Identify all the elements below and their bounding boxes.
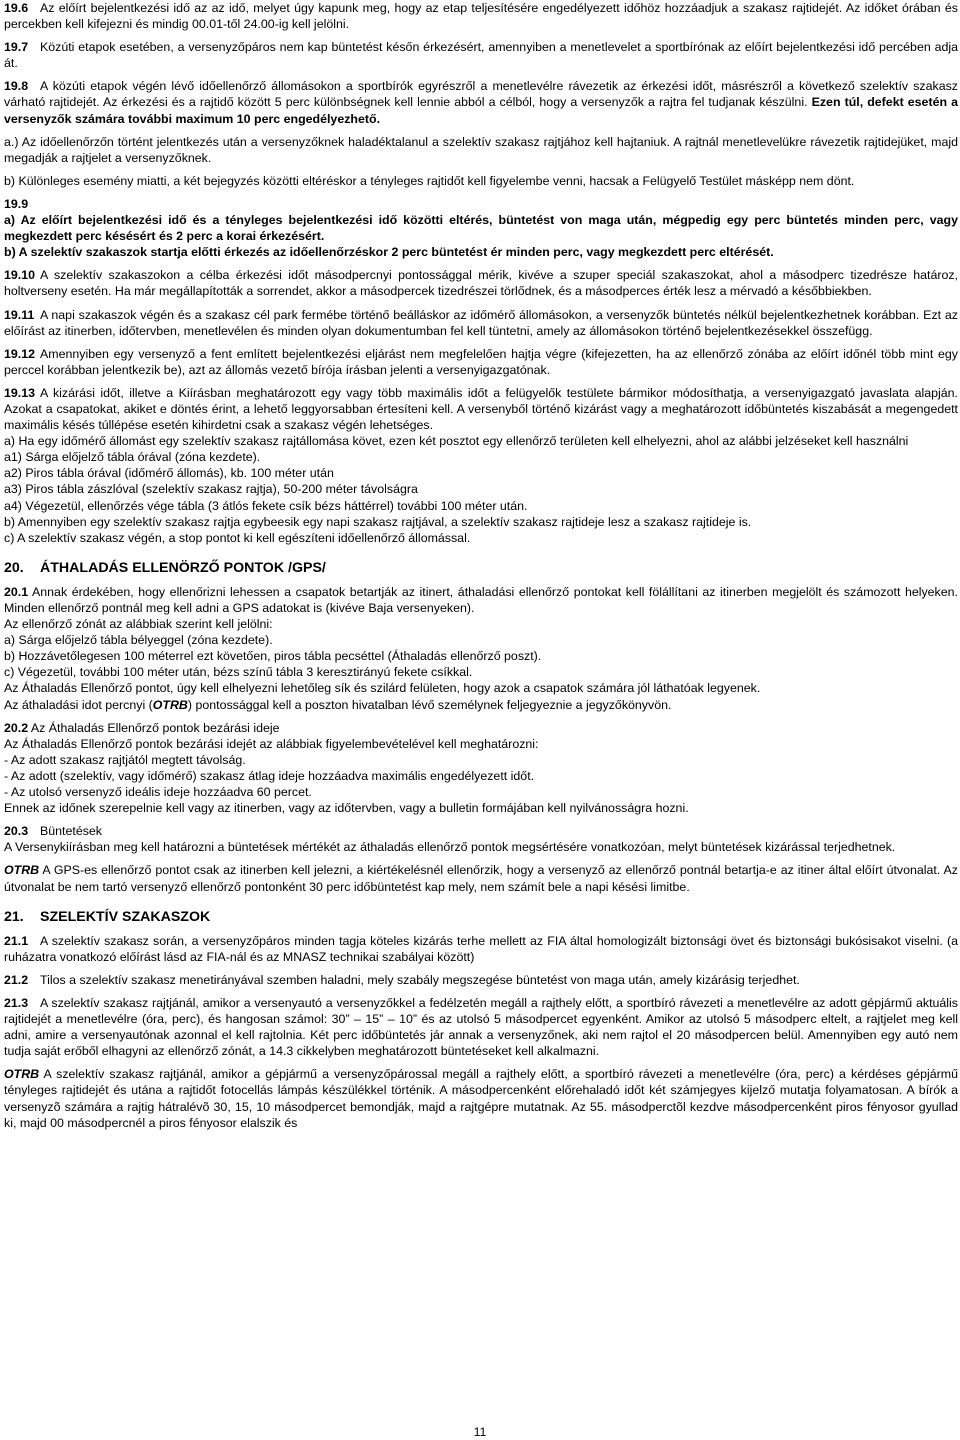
paragraph-21-2: [4, 972, 958, 988]
otrb-label: OTRB: [152, 697, 188, 712]
paragraph-text: Annak érdekében, hogy ellenőrizni lehessen a csapatok betartják az itinert, áthaladási ellenőrző pontokat kell fölállítani az itinerben megjelölt és számozott helyeken. Minden ellenőrző pontnál meg kell adni a GPS adatokat is (kivéve Baja versenyeken).: [4, 584, 958, 615]
paragraph-19-7: [4, 39, 958, 71]
heading-title: SZELEKTÍV SZAKASZOK: [40, 908, 211, 925]
paragraph-19-10: [4, 267, 958, 299]
section-number: 21.2: [4, 972, 29, 987]
list-item-1: - Az adott szakasz rajtjától megtett távolság.: [4, 752, 246, 767]
list-item-3: - Az utolsó versenyző ideális ideje hozzáadva 60 percet.: [4, 785, 312, 800]
paragraph-19-8-a: a.) Az időellenőrzőn történt jelentkezés után a versenyzőknek haladéktalanul a szelektív szakasz rajtjához kell hajtaniuk. A rajtnál menetlevelükre rávezetik rajtidejüket, majd megadják a rajtjelet a versenyzőknek.: [4, 134, 958, 165]
paragraph-text: Amennyiben egy versenyző a fent említett bejelentkezési eljárást nem megfelelően hajtja végre (kifejezetten, ha az ellenőrző zónába az előírt időnél több mint egy perccel korábban jelentkezik be), azt az állomás vezető bírója írásban jelenti a versenyigazgatónak.: [4, 346, 958, 377]
list-item-2: - Az adott (szelektív, vagy időmérő) szakasz átlag ideje hozzáadva maximális engedélyezett időt.: [4, 768, 535, 783]
paragraph-19-12: [4, 346, 958, 378]
paragraph-bold-text: Ezen túl, defekt esetén a versenyzők számára további maximum 10 perc engedélyezhető.: [4, 95, 958, 126]
paragraph-19-13-c: c) A szelektív szakasz végén, a stop pontot ki kell egészíteni időellenőrző állomással.: [4, 530, 471, 545]
section-number: 19.11: [4, 307, 35, 322]
paragraph-text: A szelektív szakasz rajtjánál, amikor a gépjármű a versenyzőpárossal megáll a rajthely előtt, a sportbíró rávezeti a menetlevélre (óra, perc) a kérdéses gépjármű tényleges rajtidejét és utána a rajtidőt fotocellás lámpás készülékkel történik. A másodpercenként előrehaladó időt két számjegyes kijelző mutatja folyamatosan. A bírók a versenyzõ számára a rajtig hátralévõ 30, 15, 10 másodpercet bemondják, majd a rajtgépre mutatnak. Az 55. másodperctõl kezdve másodpercenként piros fényosor gyullad ki, majd 00 másodpercnél a piros fényosor elalszik és: [4, 1067, 958, 1130]
section-number: 19.10: [4, 268, 36, 283]
paragraph-20-2: [4, 720, 958, 736]
paragraph-otrb-1: [4, 862, 958, 894]
page-number: 11: [473, 1425, 487, 1439]
list-item-a1: a1) Sárga előjelző tábla órával (zóna kezdete).: [4, 450, 261, 465]
section-number: 19.7: [4, 40, 29, 55]
list-item-b: b) Hozzávetőlegesen 100 méterrel ezt követően, piros tábla pecséttel (Áthaladás ellenőrző poszt).: [4, 649, 542, 664]
paragraph-20-2-l1: Az Áthaladás Ellenőrző pontok bezárási idejét az alábbiak figyelembevételével kell meghatározni:: [4, 736, 539, 751]
paragraph-text: A szelektív szakasz során, a versenyzőpáros minden tagja köteles kizárás terhe mellett az FIA által homologizált biztonsági övet és biztonsági bukósisakot viselni. (a ruházatra vonatkozó előírást lásd az FIA-nál és az MNASZ technikai szabályai között): [4, 933, 958, 964]
section-number: 21.1: [4, 933, 29, 948]
paragraph-20-3-text: A Versenykiírásban meg kell határozni a büntetések mértékét az áthaladás ellenőrző pontok megsértésére vonatkozóan, melyt büntetések kizárással terjedhetnek.: [4, 840, 896, 855]
paragraph-text: A napi szakaszok végén és a szakasz cél park fermébe történő beálláskor az időmérő állomásokon, a versenyzők büntetés nélkül bejelentkezhetnek korábban. Ezt az előírást az itinerben, időtervben, menetlevélen és minden olyan dokumentumban fel kell tüntetni, amely az állomásokon történő bejelentkezésekkel összefügg.: [4, 307, 958, 338]
paragraph-text: A GPS-es ellenőrző pontot csak az itinerben kell jelezni, a kiértékelésnél ellenőrzik, hogy a versenyző az ellenőrző pontnál betartja-e az itiner által előírt útvonalat. Az útvonalat be nem tartó versenyző ellenőrző pontonként 30 perc időbüntetést kap mely, nem számít bele a napi késési limitbe.: [4, 863, 958, 894]
paragraph-19-9-b: b) A szelektív szakaszok startja előtti érkezés az időellenőrzéskor 2 perc büntetést ér minden perc, vagy megkezdett perc eltérését.: [4, 245, 774, 260]
heading-title: ÁTHALADÁS ELLENÖRZŐ PONTOK /GPS/: [40, 559, 326, 576]
list-item-a4: a4) Végezetül, ellenőrzés vége tábla (3 átlós fekete csík bézs háttérrel) további 100 méter után.: [4, 498, 528, 513]
list-item-a3: a3) Piros tábla zászlóval (szelektív szakasz rajtja), 50-200 méter távolságra: [4, 482, 418, 497]
paragraph-text: A kizárási időt, illetve a Kiírásban meghatározott egy vagy több maximális időt a felügyelők testülete bármikor módosíthatja, a versenyigazgató javaslata alapján. Azokat a csapatokat, akiket e döntés érint, a lehető leggyorsabban értesíteni kell. A versenyből történő kizárást vagy a meghatározott időbüntetés kiszabását a megengedett maximális késés túllépése esetén kihirdetni csak a szakasz végén lehetséges.: [4, 385, 958, 433]
paragraph-otrb-2: [4, 1066, 958, 1130]
paragraph-19-13: [4, 385, 958, 433]
paragraph-21-3: [4, 995, 958, 1059]
otrb-label: OTRB: [4, 863, 40, 878]
list-item-c: c) Végezetül, további 100 méter után, bézs színű tábla 3 keresztirányú fekete csíkkal.: [4, 665, 473, 680]
heading-number: 20.: [4, 559, 24, 576]
paragraph-text: Az előírt bejelentkezési idő az az idő, melyet úgy kapunk meg, hogy az etap teljesítésére engedélyezett időhöz hozzáadjuk a szakasz rajtidejét. Az időket órában és percekben kell kifejezni és mindig 00.01-től 24.00-ig kell jelölni.: [4, 1, 958, 32]
heading-number: 21.: [4, 908, 24, 925]
section-heading-20: [4, 560, 958, 576]
otrb-label: OTRB: [4, 1067, 40, 1082]
section-number: 20.3: [4, 824, 29, 839]
paragraph-19-11: [4, 307, 958, 339]
paragraph-text: Tilos a szelektív szakasz menetirányával szemben haladni, mely szabály megszegése büntetést von maga után, amely kizárásig terjedhet.: [40, 972, 800, 987]
section-number: 19.6: [4, 1, 29, 15]
text: ) pontossággal kell a poszton hivatalban lévő személynek feljegyeznie a jegyzőkönyvön.: [187, 697, 672, 712]
paragraph-19-8: [4, 78, 958, 126]
section-number-19-9: 19.9: [4, 196, 29, 211]
document-page: [4, 0, 958, 1131]
paragraph-20-1-l2: Az Áthaladás Ellenőrző pontot, úgy kell elhelyezni lehetőleg sík és szilárd felületen, hogy azok a csapatok számára jól láthatóak legyenek.: [4, 681, 761, 696]
paragraph-19-13-a: a) Ha egy időmérő állomást egy szelektív szakasz rajtállomása követ, ezen két posztot egy ellenőrző területen kell elhelyezni, ahol az alábbi jelzéseket kell használni: [4, 434, 909, 449]
list-item-a2: a2) Piros tábla órával (időmérő állomás), kb. 100 méter után: [4, 466, 334, 481]
paragraph-title: Az Áthaladás Ellenőrző pontok bezárási ideje: [30, 720, 280, 735]
section-number: 19.8: [4, 79, 29, 94]
paragraph-text: A közúti etapok végén lévő időellenőrző állomásokon a sportbírók egyrészről a menetlevélre rávezetik az érkezési időt, másrészről a következő szelektív szakasz várható rajtidejét. Az érkezési és a rajtidő között 5 perc különbségnek kell lennie abból a célból, hogy a versenyzők a rajtra fel tudjanak készülni.: [4, 79, 958, 110]
section-number: 21.3: [4, 995, 29, 1010]
paragraph-21-1: [4, 933, 958, 965]
list-item-a: a) Sárga előjelző tábla bélyeggel (zóna kezdete).: [4, 633, 273, 648]
paragraph-text: Közúti etapok esetében, a versenyzőpáros nem kap büntetést későn érkezésért, amennyiben a menetlevelet a sportbírónak az előírt bejelentkezési idő percében adja át.: [4, 40, 958, 71]
section-heading-21: [4, 909, 958, 925]
paragraph-text: A szelektív szakasz rajtjánál, amikor a versenyautó a versenyzőkkel a fedélzetén megáll a rajthely előtt, a sportbíró rávezeti a menetlevélre az adott gépjármű aktuális rajtidejét a menetlevélre (óra, perc), és hangosan számol: 30” – 15” – 10” és az utolsó 5 másodpercet egyenként. Amikor az utolsó 5 másodperc eltelt, a rajtjelet meg kell adni, amire a versenyautónak azonnal el kell rajtolnia. Két perc időbüntetés jár annak a versenyzőnek, aki nem rajtol el 20 másodpercen belül. Amennyiben egy autó nem tudja saját erőből elhagyni az ellenőrző zónát, a 14.3 cikkelyben meghatározott büntetéseket kell alkalmazni.: [4, 995, 958, 1059]
section-number: 19.12: [4, 346, 36, 361]
paragraph-19-9-a: a) Az előírt bejelentkezési idő és a tényleges bejelentkezési idő közötti eltérés, büntetést von maga után, mégpedig egy perc büntetés minden perc, vagy megkezdett perc késésért és 2 perc a korai érkezésért.: [4, 213, 958, 244]
paragraph-20-1-l3: [4, 697, 958, 713]
paragraph-20-1-l1: Az ellenőrző zónát az alábbiak szerint kell jelölni:: [4, 617, 273, 632]
paragraph-20-2-l5: Ennek az időnek szerepelnie kell vagy az itinerben, vagy az időtervben, vagy a bulletin formájában kell nyilvánosságra hozni.: [4, 801, 689, 816]
paragraph-19-6: [4, 0, 958, 32]
section-number: 20.2: [4, 720, 29, 735]
paragraph-title: Büntetések: [40, 824, 102, 839]
paragraph-19-8-b: b) Különleges esemény miatti, a két bejegyzés közötti eltéréskor a tényleges rajtidőt kell figyelembe venni, hacsak a Felügyelő Testület másképp nem dönt.: [4, 173, 855, 188]
text: Az áthaladási idot percnyi (: [4, 697, 153, 712]
section-number: 19.13: [4, 385, 36, 400]
paragraph-20-3: [4, 823, 958, 839]
paragraph-20-1: [4, 584, 958, 616]
paragraph-19-13-b: b) Amennyiben egy szelektív szakasz rajtja egybeesik egy napi szakasz rajtjával, a szelektív szakasz rajtideje lesz a szakasz rajtideje is.: [4, 514, 752, 529]
section-number: 20.1: [4, 584, 29, 599]
paragraph-text: A szelektív szakaszokon a célba érkezési időt másodpercnyi pontossággal mérik, kivéve a szuper speciál szakaszokat, ahol a másodperc tizedrésze határoz, holtverseny esetén. Ha már megállapították a sorrendet, akkor a másodpercek tizedrészei törlődnek, és a másodperces érték lesz a mérvadó a későbbiekben.: [4, 268, 958, 299]
